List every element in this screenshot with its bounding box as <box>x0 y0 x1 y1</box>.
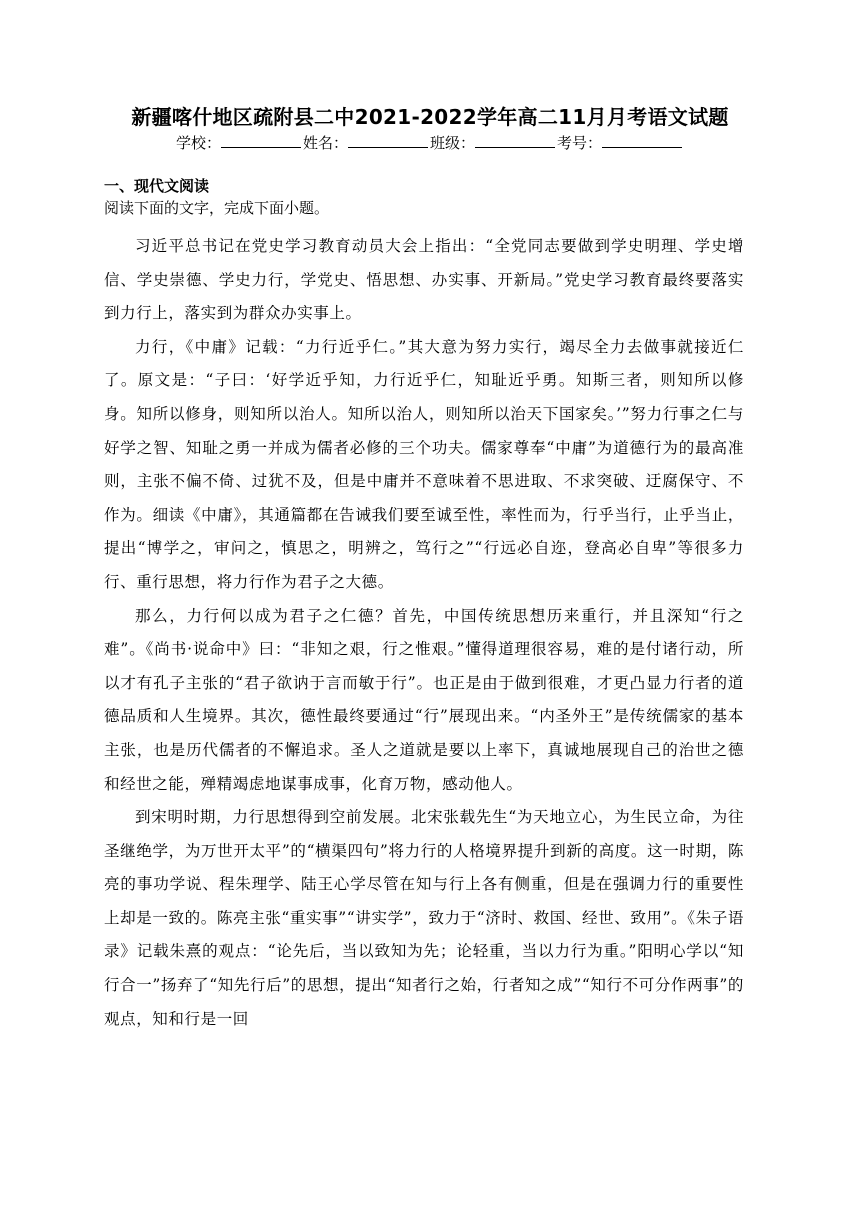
class-label: 班级： <box>430 134 476 152</box>
school-label: 学校： <box>175 134 221 152</box>
student-info-line <box>0 132 860 154</box>
reading-instruction: 阅读下面的文字，完成下面小题。 <box>104 199 330 217</box>
name-blank[interactable] <box>348 133 428 148</box>
passage-paragraph: 习近平总书记在党史学习教育动员大会上指出：“全党同志要做到学史明理、学史增信、学史崇德、学史力行，学党史、悟思想、办实事、开新局。”党史学习教育最终要落实到力行上，落实到为群众办实事上。 <box>104 237 744 323</box>
number-blank[interactable] <box>602 133 682 148</box>
name-label: 姓名： <box>302 134 348 152</box>
number-label: 考号： <box>557 134 603 152</box>
passage-paragraph: 力行，《中庸》记载：“力行近乎仁。”其大意为努力实行，竭尽全力去做事就接近仁了。原文是：“子曰：‘好学近乎知，力行近乎仁，知耻近乎勇。知斯三者，则知所以修身。知所以修身，则知所以治人。知所以治人，则知所以治天下国家矣。’”努力行事之仁与好学之智、知耻之勇一并成为儒者必修的三个功夫。儒家尊奉“中庸”为道德行为的最高准则，主张不偏不倚、过犹不及，但是中庸并不意味着不思进取、不求突破、迂腐保守、不作为。细读《中庸》，其通篇都在告诫我们要至诚至性，率性而为，行乎当行，止乎当止，提出“博学之，审问之，慎思之，明辨之，笃行之”“行远必自迩，登高必自卑”等很多力行、重行思想，将力行作为君子之大德。 <box>104 337 744 591</box>
reading-passage <box>104 230 744 1036</box>
exam-title: 新疆喀什地区疏附县二中2021-2022学年高二11月月考语文试题 <box>131 105 729 129</box>
passage-paragraph: 那么，力行何以成为君子之仁德？首先，中国传统思想历来重行，并且深知“行之难”。《尚书·说命中》曰：“非知之艰，行之惟艰。”懂得道理很容易，难的是付诸行动，所以才有孔子主张的“君子欲讷于言而敏于行”。也正是由于做到很难，才更凸显力行者的道德品质和人生境界。其次，德性最终要通过“行”展现出来。“内圣外王”是传统儒家的基本主张，也是历代儒者的不懈追求。圣人之道就是要以上率下，真诚地展现自己的治世之德和经世之能，殚精竭虑地谋事成事，化育万物，感动他人。 <box>104 606 744 793</box>
section-heading: 一、现代文阅读 <box>104 177 210 195</box>
class-blank[interactable] <box>475 133 555 148</box>
passage-paragraph: 到宋明时期，力行思想得到空前发展。北宋张载先生“为天地立心，为生民立命，为往圣继绝学，为万世开太平”的“横渠四句”将力行的人格境界提升到新的高度。这一时期，陈亮的事功学说、程朱理学、陆王心学尽管在知与行上各有侧重，但是在强调力行的重要性上却是一致的。陈亮主张“重实事”“讲实学”，致力于“济时、救国、经世、致用”。《朱子语录》记载朱熹的观点：“论先后，当以致知为先；论轻重，当以力行为重。”阳明心学以“知行合一”扬弃了“知先行后”的思想，提出“知者行之始，行者知之成”“知行不可分作两事”的观点，知和行是一回 <box>104 808 744 1028</box>
school-blank[interactable] <box>221 133 301 148</box>
